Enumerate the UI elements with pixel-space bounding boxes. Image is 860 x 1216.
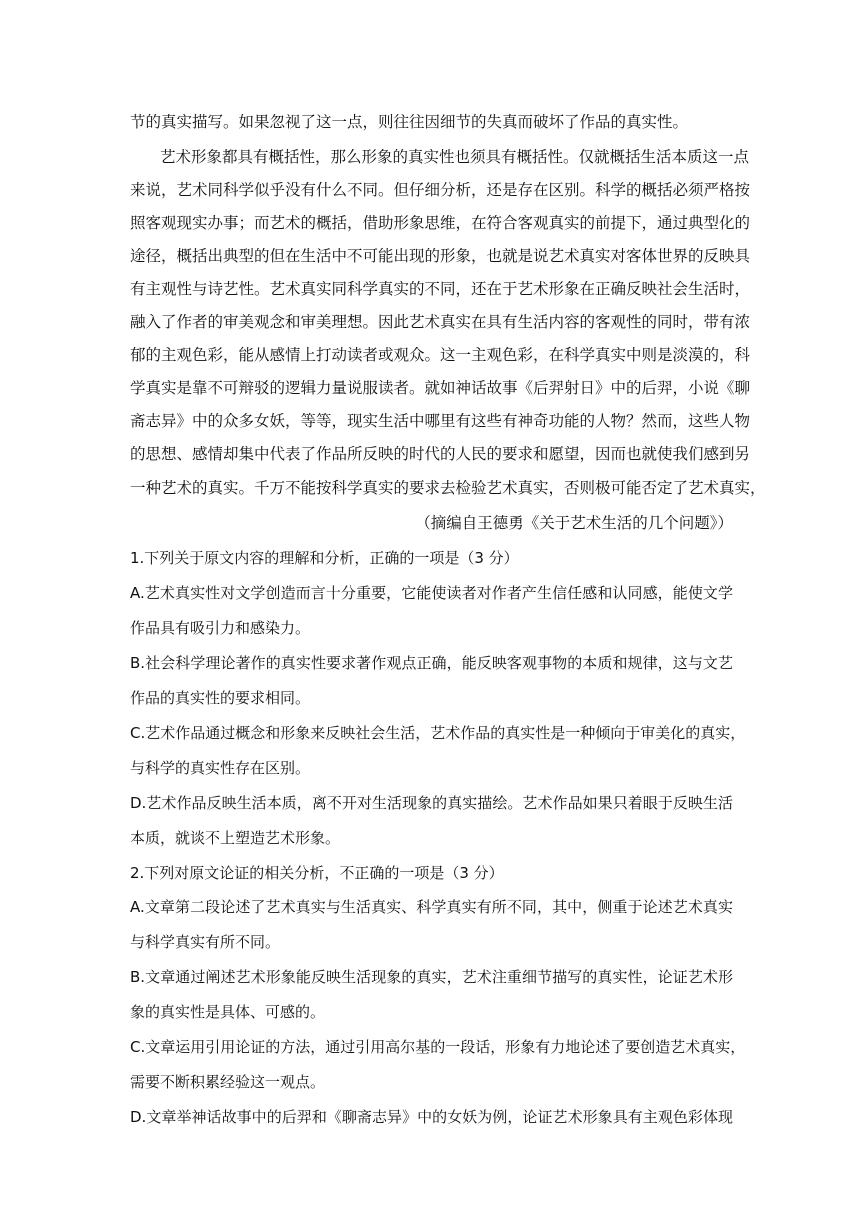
passage-line: 融入了作者的审美观念和审美理想。因此艺术真实在具有生活内容的客观性的同时，带有浓 (130, 313, 751, 331)
question-2-option-c: C.文章运用引用论证的方法，通过引用高尔基的一段话，形象有力地论述了要创造艺术真实， (130, 1038, 746, 1056)
question-2-option-b: B.文章通过阐述艺术形象能反映生活现象的真实，艺术注重细节描写的真实性，论证艺术形 (130, 968, 733, 986)
passage-line: 来说，艺术同科学似乎没有什么不同。但仔细分析，还是存在区别。科学的概括必须严格按 (130, 181, 751, 199)
question-1-option-c-cont: 与科学的真实性存在区别。 (130, 759, 311, 777)
question-2-option-b-cont: 象的真实性是具体、可感的。 (130, 1003, 326, 1021)
question-1-option-b: B.社会科学理论著作的真实性要求著作观点正确，能反映客观事物的本质和规律，这与文艺 (130, 654, 733, 672)
question-2-option-c-cont: 需要不断积累经验这一观点。 (130, 1073, 326, 1091)
passage-line: 斋志异》中的众多女妖，等等，现实生活中哪里有这些有神奇功能的人物？然而，这些人物 (130, 412, 751, 430)
passage-line: 的思想、感情却集中代表了作品所反映的时代的人民的要求和愿望，因而也就使我们感到另 (130, 445, 751, 463)
question-1-option-a-cont: 作品具有吸引力和感染力。 (130, 619, 311, 637)
passage-source: （摘编自王德勇《关于艺术生活的几个问题》） (415, 514, 733, 532)
question-2-option-a-cont: 与科学真实有所不同。 (130, 933, 281, 951)
passage-line: 途径，概括出典型的但在生活中不可能出现的形象，也就是说艺术真实对客体世界的反映具 (130, 247, 751, 265)
question-2-stem: 2.下列对原文论证的相关分析，不正确的一项是（3 分） (130, 864, 504, 882)
passage-line: 照客观现实办事；而艺术的概括，借助形象思维，在符合客观真实的前提下，通过典型化的 (130, 214, 751, 232)
passage-line: 一种艺术的真实。千万不能按科学真实的要求去检验艺术真实，否则极可能否定了艺术真实， (130, 479, 766, 497)
question-1-option-b-cont: 作品的真实性的要求相同。 (130, 689, 311, 707)
question-1-option-c: C.艺术作品通过概念和形象来反映社会生活，艺术作品的真实性是一种倾向于审美化的真实， (130, 724, 746, 742)
passage-line: 节的真实描写。如果忽视了这一点，则往往因细节的失真而破坏了作品的真实性。 (130, 113, 689, 131)
passage-line: 艺术形象都具有概括性，那么形象的真实性也须具有概括性。仅就概括生活本质这一点 (160, 148, 750, 166)
question-1-option-a: A.艺术真实性对文学创造而言十分重要，它能使读者对作者产生信任感和认同感，能使文学 (130, 584, 733, 602)
question-1-option-d: D.艺术作品反映生活本质，离不开对生活现象的真实描绘。艺术作品如果只着眼于反映生活 (130, 794, 733, 812)
question-2-option-d: D.文章举神话故事中的后羿和《聊斋志异》中的女妖为例，论证艺术形象具有主观色彩体现 (130, 1108, 733, 1126)
question-1-stem: 1.下列关于原文内容的理解和分析，正确的一项是（3 分） (130, 549, 519, 567)
passage-line: 学真实是靠不可辩驳的逻辑力量说服读者。就如神话故事《后羿射日》中的后羿，小说《聊 (130, 379, 751, 397)
question-1-option-d-cont: 本质，就谈不上塑造艺术形象。 (130, 829, 341, 847)
passage-line: 郁的主观色彩，能从感情上打动读者或观众。这一主观色彩，在科学真实中则是淡漠的，科 (130, 346, 751, 364)
question-2-option-a: A.文章第二段论述了艺术真实与生活真实、科学真实有所不同，其中，侧重于论述艺术真实 (130, 898, 733, 916)
passage-line: 有主观性与诗艺性。艺术真实同科学真实的不同，还在于艺术形象在正确反映社会生活时， (130, 280, 751, 298)
